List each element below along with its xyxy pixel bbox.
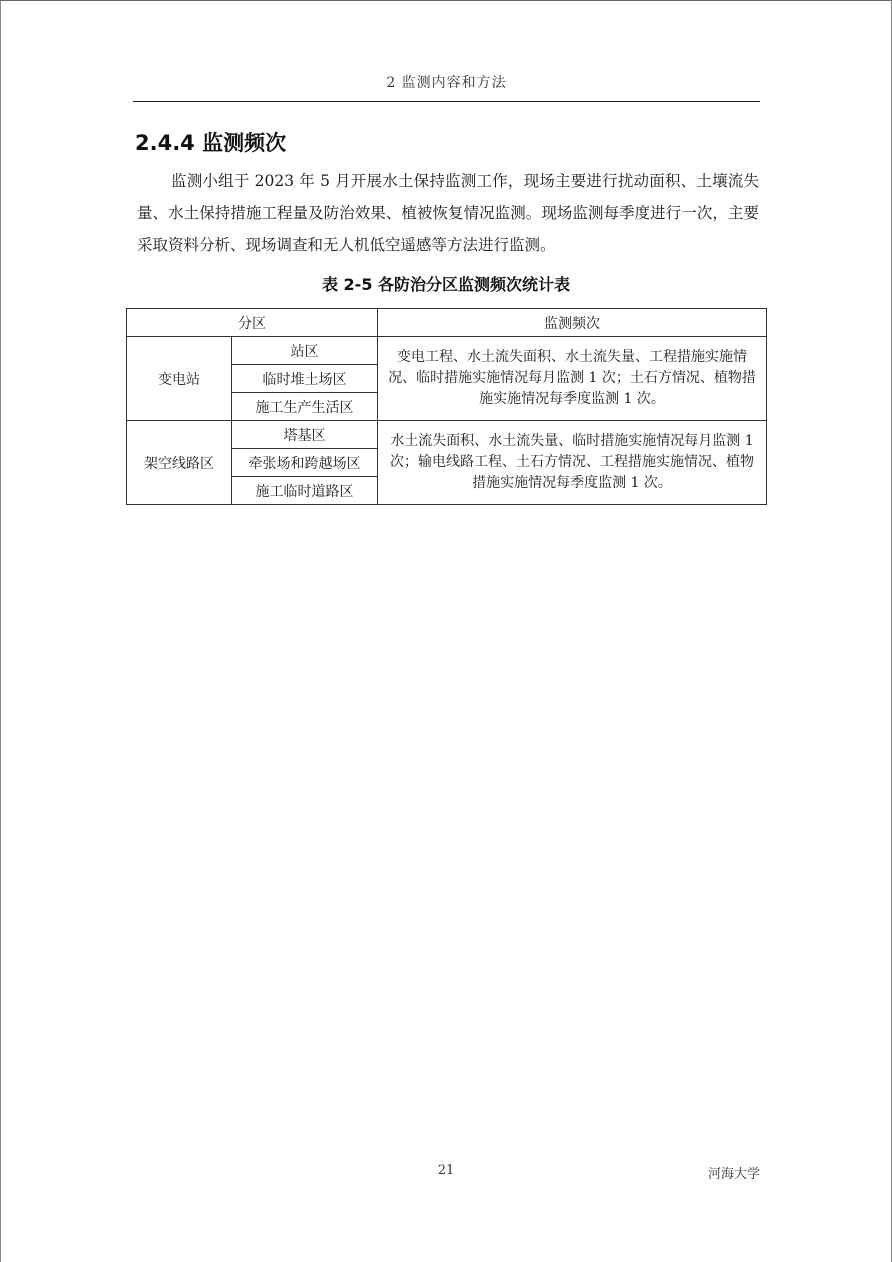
- running-header: 2 监测内容和方法: [386, 75, 507, 91]
- header-frequency: 监测频次: [378, 309, 767, 337]
- table-header-row: [127, 309, 767, 337]
- table-row: [127, 337, 767, 365]
- university-name: 河海大学: [707, 1167, 760, 1182]
- frequency-cell: 水土流失面积、水土流失量、临时措施实施情况每月监测 1 次；输电线路工程、土石方情况、工程措施实施情况、植物措施实施情况每季度监测 1 次。: [378, 421, 767, 505]
- monitoring-frequency-table: [126, 308, 767, 505]
- subzone-cell: 施工生产生活区: [232, 393, 378, 421]
- table-caption: 表 2-5 各防治分区监测频次统计表: [321, 275, 571, 294]
- body-paragraph: 监测小组于 2023 年 5 月开展水土保持监测工作，现场主要进行扰动面积、土壤流失量、水土保持措施工程量及防治效果、植被恢复情况监测。现场监测每季度进行一次，主要采取资料分析、现场调查和无人机低空遥感等方法进行监测。: [137, 172, 759, 254]
- frequency-cell: 变电工程、水土流失面积、水土流失量、工程措施实施情况、临时措施实施情况每月监测 1 次；土石方情况、植物措施实施情况每季度监测 1 次。: [378, 337, 767, 421]
- page-number: 21: [437, 1163, 455, 1178]
- zone-cell: 变电站: [127, 337, 232, 421]
- subzone-cell: 塔基区: [232, 421, 378, 449]
- subzone-cell: 牵张场和跨越场区: [232, 449, 378, 477]
- zone-cell: 架空线路区: [127, 421, 232, 505]
- table-row: [127, 421, 767, 449]
- section-heading: 2.4.4 监测频次: [135, 131, 287, 155]
- header-rule: [133, 101, 760, 102]
- header-zone: 分区: [127, 309, 378, 337]
- subzone-cell: 站区: [232, 337, 378, 365]
- subzone-cell: 施工临时道路区: [232, 477, 378, 505]
- subzone-cell: 临时堆土场区: [232, 365, 378, 393]
